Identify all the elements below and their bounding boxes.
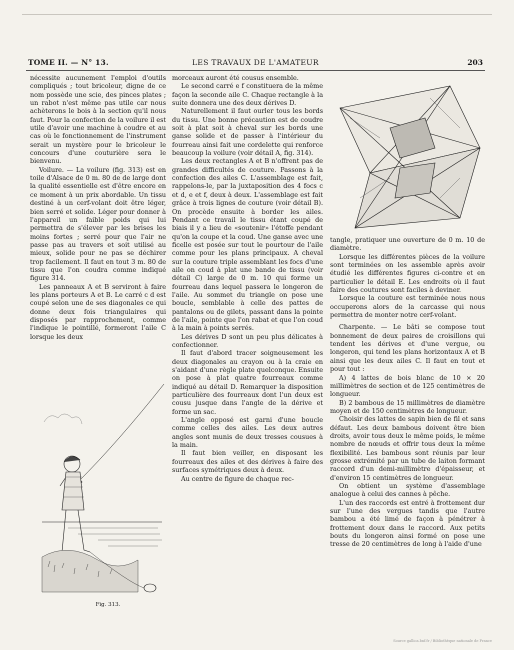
paragraph: On obtient un système d'assemblage analogue à celui des cannes à pêche. — [330, 481, 485, 499]
paragraph: Lorsque les différentes pièces de la voilure sont terminées on les assemble après avoir étudié les différentes figures ci-contre et en particulier le détail E. Les endroits où il faut faire des coutures sont faciles à deviner. — [330, 252, 485, 295]
paragraph: Les panneaux A et B serviront à faire les plans porteurs A et B. Le carré c d est coupé selon une de ses diagonales ce qui donne deux fois triangulaires qui disposés par rapprochement, comme l'indique le pointillé, formeront l'aile C lorsque les deux — [30, 282, 166, 341]
figure-kite-diagram — [330, 78, 485, 233]
paragraph: Choisir des lattes de sapin bien de fil et sans défaut. Les deux bambous doivent être bien droits, avoir tous deux le même poids, le même nombre de nœuds et offrir tous deux la même flexibilité. Les bambous sont réunis par leur grosse extrémité par un tube de laiton formant raccord d'un demi-millimètre d'épaisseur, et d'environ 15 centimètres de longueur. — [330, 415, 485, 482]
paragraph: Les deux rectangles A et B n'offrent pas de grandes difficultés de couture. Passons à la confection des ailes C. L'assemblage est fait, rappelons-le, par la juxtaposition des 4 focs c et d, e et f, deux à deux. L'assemblage est fait grâce à trois lignes de couture (voir détail B). On procède ensuite à border les ailes. Pendant ce travail le tissu étant coupé de biais il y a lieu de «soutenir» l'étoffe pendant qu'on la coupe et la coud. Une ganse avec une ficelle est posée sur tout le pourtour de l'aile comme pour les plans principaux. A cheval sur la couture triple assemblant les focs d'une aile on coud à plat une bande de tissu (voir détail C) large de 0 m. 10 qui forme un fourreau dans lequel passera le longeron de l'aile. Au sommet du triangle on pose une boucle, semblable à celle des pattes de pantalons ou de gilets, passant dans la pointe de l'aile, pointe que l'on rabat et que l'on coud à la main à points serrés. — [172, 157, 323, 333]
paragraph: Le second carré e f constituera de la même façon la seconde aile C. Chaque rectangle à la suite donnera une des deux dérives D. — [172, 82, 323, 108]
source-credit: Source gallica.bnf.fr / Bibliothèque nationale de France — [393, 639, 492, 643]
figure-boy-flying-kite — [38, 382, 166, 600]
paragraph: Les dérives D sont un peu plus délicates à confectionner. — [172, 332, 323, 349]
volume-label: TOME II. — N° 13. — [28, 58, 109, 67]
paragraph: tangle, pratiquer une ouverture de 0 m. 10 de diamètre. — [330, 236, 485, 253]
paragraph: Au centre de figure de chaque rec- — [181, 474, 294, 483]
paragraph: L'un des raccords est entré à frottement dur sur l'une des vergues tandis que l'autre bambou a été limé de façon à pénétrer à frottement doux dans le raccord. Aux petits bouts du longeron ainsi formé on pose une tresse de 20 centimètres de long à l'aide d'une — [330, 498, 485, 549]
paragraph: L'angle opposé est garni d'une boucle comme celles des ailes. Les deux autres angles sont munis de deux tresses cousues à la main. — [172, 416, 323, 450]
paragraph: B) 2 bambous de 15 millimètres de diamètre moyen et de 150 centimètres de longueur. — [330, 398, 485, 415]
text-column-3 — [330, 236, 485, 549]
top-edge-line — [22, 14, 492, 15]
paragraph: Lorsque la couture est terminée nous nous occuperons alors de la carcasse qui nous permettra de monter notre cerf-volant. — [330, 294, 485, 320]
figure-caption: Fig. 313. — [95, 602, 121, 608]
paragraph: nécessite aucunement l'emploi d'outils compliqués ; tout bricoleur, digne de ce nom possède une scie, des pinces plates ; un rabot n'est même pas utile car nous achèterons le bois à la section qu'il nous faut. Pour la confection de la voilure il est utile d'avoir une machine à coudre et au cas où le fonctionnement de l'instrument serait un mystère pour le bricoleur le concours d'une couturière sera le bienvenu. — [30, 74, 166, 166]
text-column-2 — [172, 74, 323, 483]
page-number: 203 — [467, 58, 483, 67]
paragraph: Il faut d'abord tracer soigneusement les deux diagonales au crayon ou à la craie en s'aidant d'une règle plate quelconque. Ensuite on pose à plat quatre fourreaux comme indiqué au détail D. Remarquer la disposition particulière des fourreaux dont l'un deux est cousu jusque dans l'angle de la dérive et forme un sac. — [172, 349, 323, 416]
paragraph: Il faut bien veiller, en disposant les fourreaux des ailes et des dérives à faire des surfaces symétriques deux à deux. — [172, 449, 323, 475]
box-kite-illustration — [330, 78, 485, 233]
paragraph: morceaux auront été cousus ensemble. — [172, 74, 299, 82]
paragraph-charpente: Charpente. — Le bâti se compose tout bonnement de deux paires de croisillons qui tendent les dérives et d'une vergue, ou longeron, qui tend les plans horizontaux A et B ainsi que les deux ailes C. Il faut en tout et pour tout : — [330, 323, 485, 374]
journal-title: LES TRAVAUX DE L'AMATEUR — [192, 58, 319, 67]
running-header — [28, 57, 483, 69]
paragraph: A) 4 lattes de bois blanc de 10 × 20 millimètres de section et de 125 centimètres de longueur. — [330, 373, 485, 399]
header-rule — [26, 70, 485, 71]
text-column-1 — [30, 74, 166, 341]
paragraph: Naturellement il faut ourler tous les bords du tissu. Une bonne précaution est de coudre soit à plat soit à cheval sur les bords une ganse solide et de passer à l'intérieur du fourreau ainsi fait une cordelette qui renforce beaucoup la voilure (voir détail A, fig. 314). — [172, 107, 323, 158]
paragraph-voilure: Voilure. — La voilure (fig. 313) est en toile d'Alsace de 0 m. 80 de de large dont la qualité essentielle est d'être encore en ce moment à un prix abordable. Un tissu destiné à un cerf-volant doit être léger, bien serré et solide. Léger pour donner à l'appareil un faible poids qui lui permettra de s'élever par les brises les moins fortes ; serré pour que l'air ne passe pas au travers et soit utilisé au mieux, solide pour ne pas se déchirer trop facilement. Il faut en tout 3 m. 80 de tissu que l'on coudra comme indiqué figure 314. — [30, 165, 166, 283]
kite-flyer-illustration — [38, 382, 166, 600]
